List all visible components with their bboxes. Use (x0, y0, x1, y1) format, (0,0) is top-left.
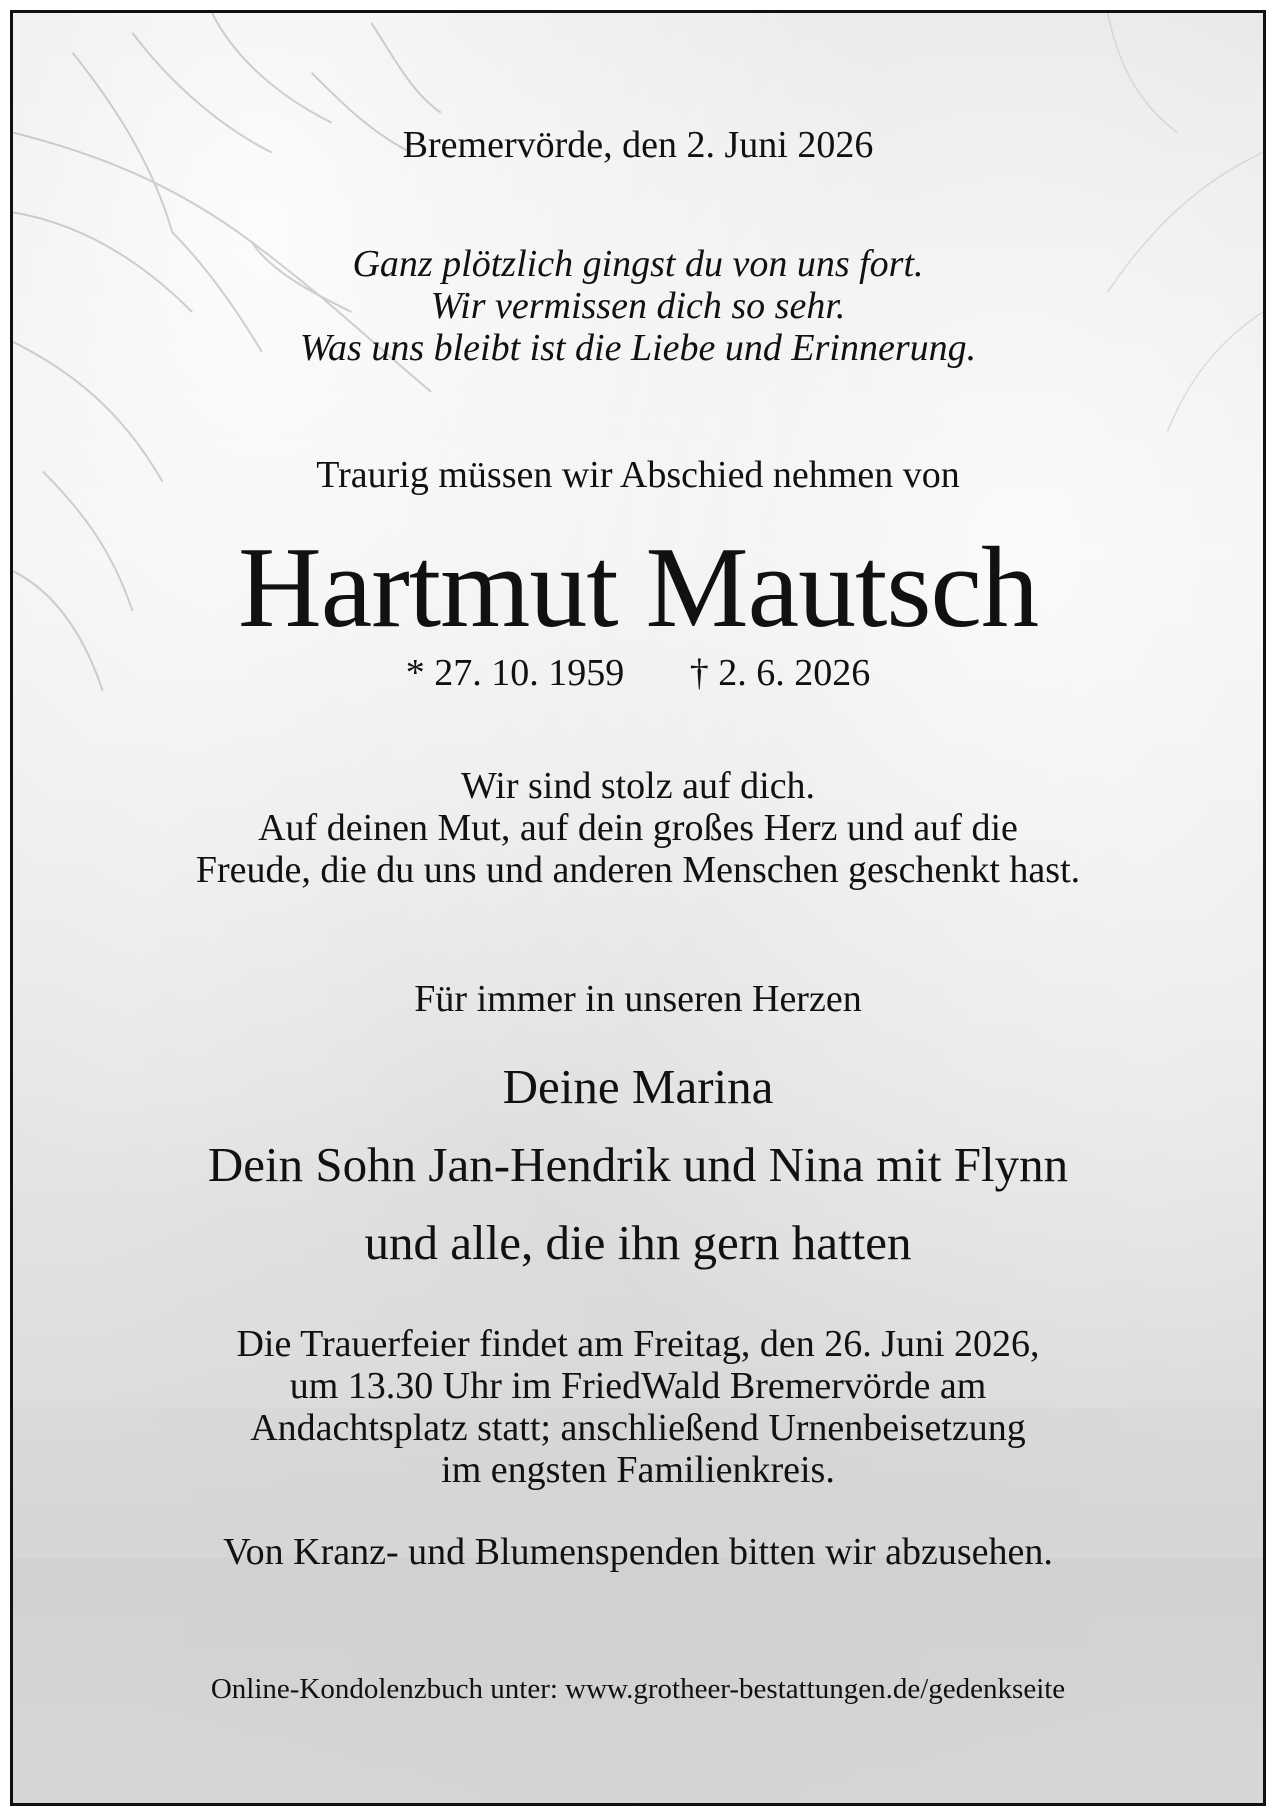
poem-line: Was uns bleibt ist die Liebe und Erinnerung. (299, 327, 977, 369)
obituary-frame (10, 10, 1266, 1806)
poem-line: Ganz plötzlich gingst du von uns fort. (352, 243, 924, 285)
ceremony-line: Die Trauerfeier findet am Freitag, den 26. Juni 2026, (236, 1323, 1040, 1365)
tribute-line: Auf deinen Mut, auf dein großes Herz und auf die (258, 807, 1018, 849)
poem (13, 243, 1263, 369)
mourner-line: Deine Marina (502, 1059, 774, 1114)
online-condolence-link[interactable]: Online-Kondolenzbuch unter: www.grotheer-bestattungen.de/gedenkseite (210, 1673, 1066, 1705)
ceremony-details (13, 1323, 1263, 1491)
flowers-note: Von Kranz- und Blumenspenden bitten wir abzusehen. (223, 1531, 1053, 1573)
poem-line: Wir vermissen dich so sehr. (430, 285, 846, 327)
birth-date: * 27. 10. 1959 (405, 652, 625, 694)
tribute-line: Wir sind stolz auf dich. (460, 765, 816, 807)
mourner-line: Dein Sohn Jan-Hendrik und Nina mit Flynn (207, 1137, 1069, 1192)
mourner-line: und alle, die ihn gern hatten (364, 1215, 912, 1270)
tribute-line: Freude, die du uns und anderen Menschen geschenkt hast. (195, 849, 1081, 891)
life-dates (13, 651, 1263, 695)
ceremony-line: Andachtsplatz statt; anschließend Urnenbeisetzung (250, 1407, 1026, 1449)
deceased-name: Hartmut Mautsch (237, 524, 1039, 652)
ceremony-line: um 13.30 Uhr im FriedWald Bremervörde am (289, 1365, 987, 1407)
death-date: † 2. 6. 2026 (689, 652, 871, 694)
forever-line: Für immer in unseren Herzen (414, 978, 862, 1020)
farewell-intro: Traurig müssen wir Abschied nehmen von (316, 454, 960, 496)
mourners-list (13, 1048, 1263, 1282)
tribute-text (13, 765, 1263, 891)
place-date: Bremervörde, den 2. Juni 2026 (402, 124, 874, 166)
ceremony-line: im engsten Familienkreis. (441, 1449, 835, 1491)
